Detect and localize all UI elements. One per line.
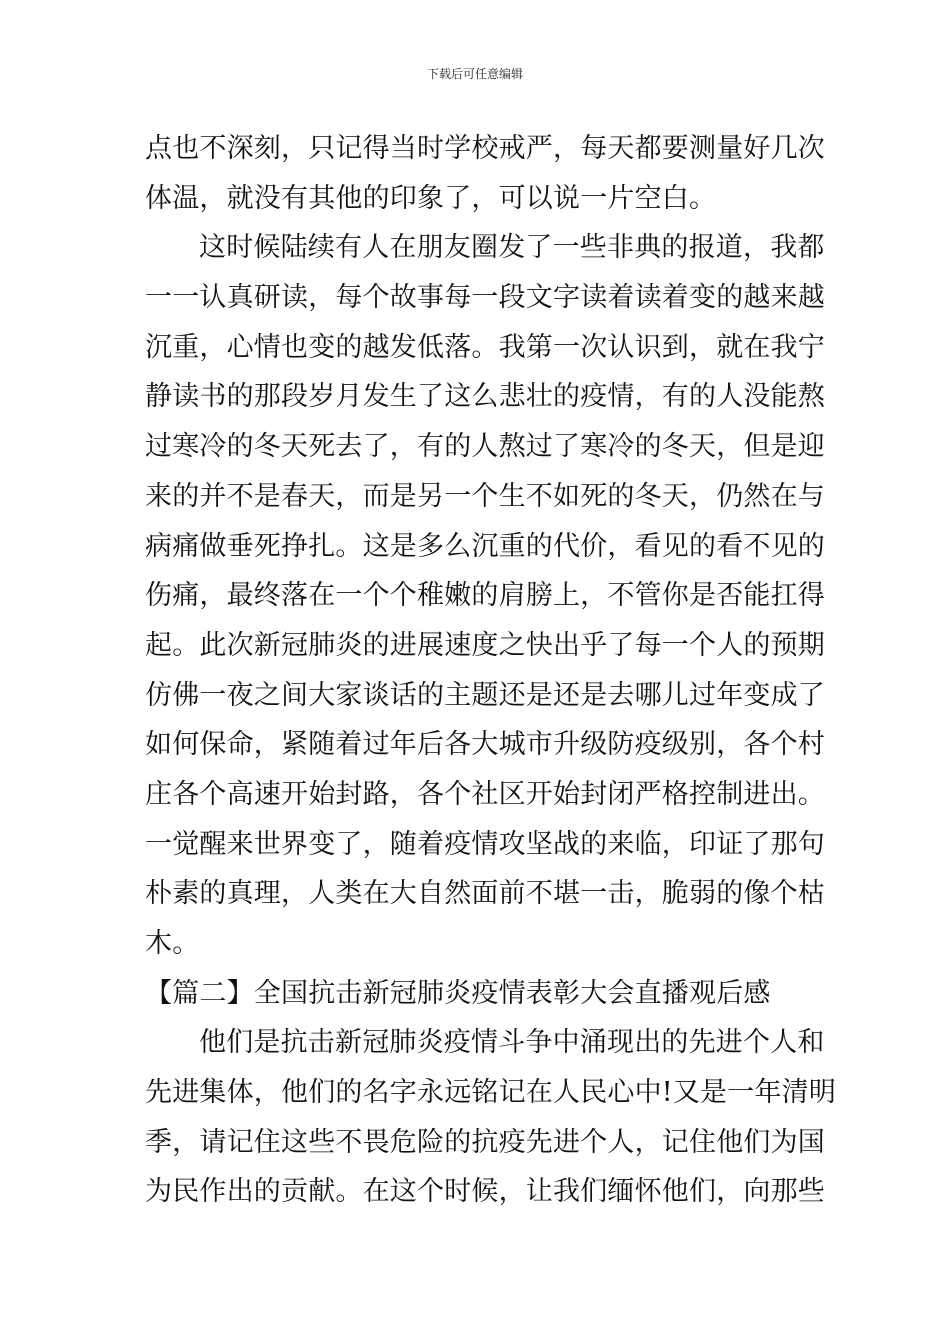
text-line: 一一认真研读，每个故事每一段文字读着读着变的越来越	[145, 282, 825, 314]
text-line: 伤痛，最终落在一个个稚嫩的肩膀上，不管你是否能扛得	[145, 580, 825, 612]
text-line: 如何保命，紧随着过年后各大城市升级防疫级别，各个村	[145, 729, 825, 761]
page-header: 下载后可任意编辑	[426, 67, 523, 81]
text-line: 点也不深刻，只记得当时学校戒严，每天都要测量好几次	[145, 133, 825, 164]
paragraph-start-line: 这时候陆续有人在朋友圈发了一些非典的报道，我都	[199, 232, 825, 264]
paragraph-start-line: 他们是抗击新冠肺炎疫情斗争中涌现出的先进个人和	[199, 1027, 825, 1059]
section-heading: 【篇二】全国抗击新冠肺炎疫情表彰大会直播观后感	[145, 977, 771, 1009]
text-line: 季，请记住这些不畏危险的抗疫先进个人，记住他们为国	[145, 1126, 825, 1158]
text-line: 仿佛一夜之间大家谈话的主题还是还是去哪儿过年变成了	[145, 679, 825, 711]
text-line: 庄各个高速开始封路，各个社区开始封闭严格控制进出。	[145, 778, 825, 810]
text-line: 过寒冷的冬天死去了，有的人熬过了寒冷的冬天，但是迎	[145, 431, 825, 463]
text-line: 木。	[145, 928, 200, 959]
text-line: 为民作出的贡献。在这个时候，让我们缅怀他们，向那些	[145, 1176, 825, 1208]
text-line: 起。此次新冠肺炎的进展速度之快出乎了每一个人的预期	[145, 629, 825, 661]
text-line: 来的并不是春天，而是另一个生不如死的冬天，仍然在与	[145, 480, 825, 512]
document-body	[145, 124, 837, 1217]
text-line: 病痛做垂死挣扎。这是多么沉重的代价，看见的看不见的	[145, 530, 825, 562]
text-line: 一觉醒来世界变了，随着疫情攻坚战的来临，印证了那句	[145, 828, 825, 860]
text-line: 静读书的那段岁月发生了这么悲壮的疫情，有的人没能熬	[145, 381, 825, 413]
text-line: 体温，就没有其他的印象了，可以说一片空白。	[145, 182, 717, 214]
text-line: 朴素的真理，人类在大自然面前不堪一击，脆弱的像个枯	[145, 878, 825, 910]
text-line: 沉重，心情也变的越发低落。我第一次认识到，就在我宁	[145, 331, 825, 363]
text-line: 先进集体，他们的名字永远铭记在人民心中!又是一年清明	[145, 1077, 837, 1109]
